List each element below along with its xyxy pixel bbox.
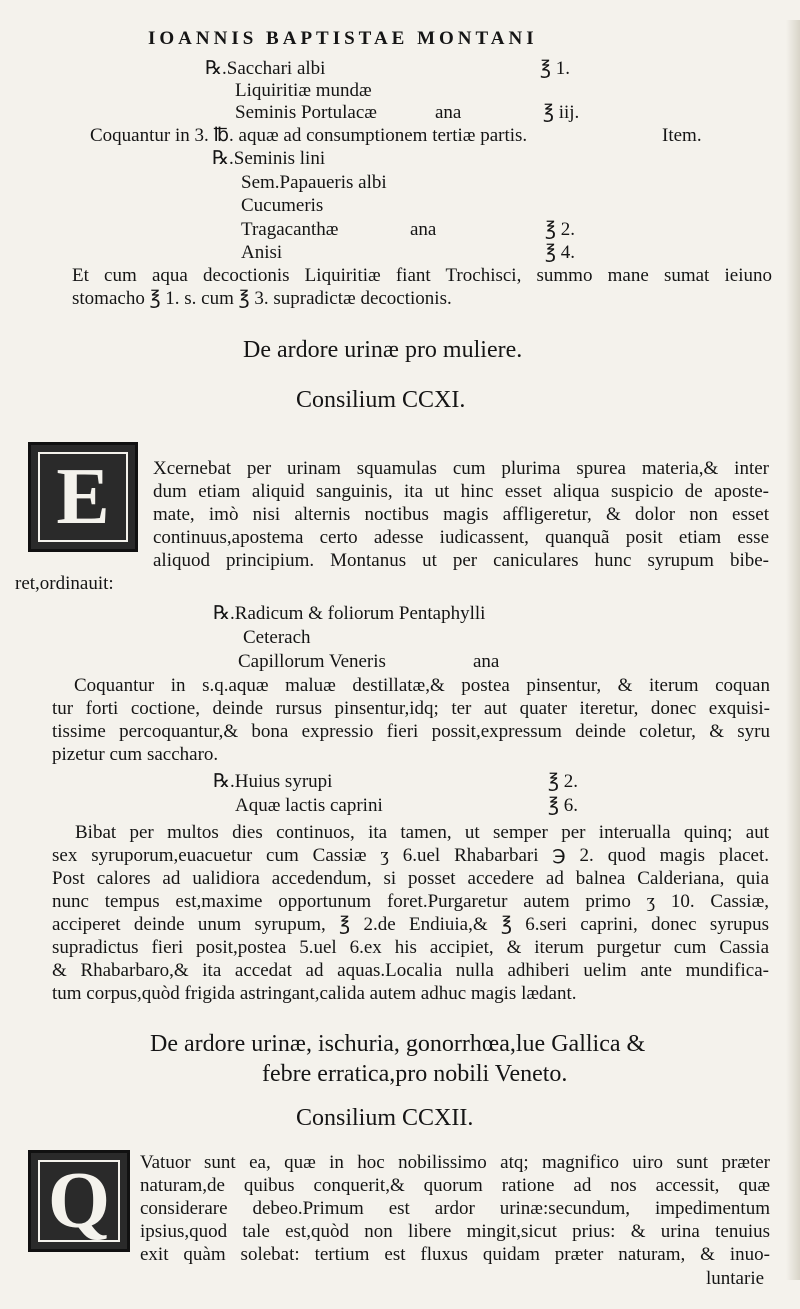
ana-word: ana [473, 651, 500, 672]
recipe-line: Sem.Papaueris albi [241, 172, 387, 193]
paragraph-line: acciperet deinde unum syrupum, ℥ 2.de Endiuia,& ℥ 6.seri caprini, donec syrupus [52, 914, 769, 935]
catchword: luntarie [706, 1268, 765, 1289]
section-title: febre erratica,pro nobili Veneto. [262, 1061, 568, 1087]
initial-letter: Q [47, 1156, 111, 1245]
recipe-line: Seminis Portulacæ [235, 102, 377, 123]
ana-word: ana [435, 102, 462, 123]
recipe-line: ℞.Seminis lini [212, 148, 326, 169]
paragraph-line: Vatuor sunt ea, quæ in hoc nobilissimo atq; magnifico uiro sunt præter [140, 1152, 770, 1173]
recipe-line: ℞.Huius syrupi [213, 771, 333, 792]
paragraph-line: ret,ordinauit: [15, 573, 114, 594]
paragraph-line: dum etiam aliquid sanguinis, ita ut hinc esset aliqua suspicio de aposte- [153, 481, 769, 502]
recipe-line: Ceterach [243, 627, 311, 648]
decorated-initial-q [28, 1150, 130, 1252]
initial-letter: E [56, 452, 110, 541]
instruction-line: tur forti coctione, deinde rursus pinsentur,idq; ter aut quater iteretur, donec exquisi- [52, 698, 770, 719]
ana-word: ana [410, 219, 437, 240]
dose: ℥ 6. [548, 795, 578, 816]
consilium-heading: Consilium CCXII. [296, 1105, 474, 1131]
paragraph-line: Bibat per multos dies continuos, ita tamen, ut semper per interualla quinq; aut [75, 822, 769, 843]
paragraph-line: nunc tempus est,maxime opportunum foret.Purgaretur autem primo ʒ 10. Cassiæ, [52, 891, 769, 912]
instruction-line: pizetur cum saccharo. [52, 744, 219, 765]
instruction-line: stomacho ℥ 1. s. cum ℥ 3. supradictæ decoctionis. [72, 288, 452, 309]
dose: ℥ 2. [548, 771, 578, 792]
paragraph-line: tum corpus,quòd frigida astringant,calida autem adhuc magis lædant. [52, 983, 577, 1004]
paragraph-line: sex syruporum,euacuetur cum Cassiæ ʒ 6.uel Rhabarbari ℈ 2. quod magis placet. [52, 845, 769, 866]
recipe-line: ℞.Radicum & foliorum Pentaphylli [213, 603, 486, 624]
dose: ℥ 2. [545, 219, 575, 240]
dose: ℥ 4. [545, 242, 575, 263]
instruction-line: Et cum aqua decoctionis Liquiritiæ fiant Trochisci, summo mane sumat ieiuno [72, 265, 772, 286]
section-title: De ardore urinæ pro muliere. [243, 337, 523, 363]
dose: ℥ 1. [540, 58, 570, 79]
paragraph-line: mate, imò nisi alternis noctibus magis affligeretur, & dolor non esset [153, 504, 769, 525]
recipe-line: Capillorum Veneris [238, 651, 386, 672]
paragraph-line: & Rhabarbaro,& ita accedat ad aquas.Localia nulla adhiberi uelim ante mundifica- [52, 960, 769, 981]
paragraph-line: ipsius,quod tale est,quòd non libere mingit,sicut prius: & urina tenuius [140, 1221, 770, 1242]
paragraph-line: supradictus fieri posit,postea 5.uel 6.ex his accipiet, & iterum purgetur cum Cassia [52, 937, 769, 958]
item-word: Item. [662, 125, 702, 146]
recipe-line: Aquæ lactis caprini [235, 795, 383, 816]
section-title: De ardore urinæ, ischuria, gonorrhœa,lue Gallica & [150, 1031, 646, 1057]
paragraph-line: naturam,de quibus conquerit,& quorum ratione ad nos accessit, quæ [140, 1175, 770, 1196]
paragraph-line: Xcernebat per urinam squamulas cum plurima spurea materia,& inter [153, 458, 769, 479]
recipe-line: Cucumeris [241, 195, 324, 216]
paragraph-line: aliquod principium. Montanus ut per caniculares hunc syrupum bibe- [153, 550, 769, 571]
instruction-line: Coquantur in s.q.aquæ maluæ destillatæ,& postea pinsentur, & iterum coquan [74, 675, 770, 696]
paragraph-line: Post calores ad ualidiora accedendum, si posset accedere ad balnea Calderiana, quia [52, 868, 769, 889]
dose: ℥ iij. [543, 102, 580, 123]
decorated-initial-e [28, 442, 138, 552]
paragraph-line: considerare debeo.Primum est ardor urinæ:secundum, impedimentum [140, 1198, 770, 1219]
paragraph-line: continuus,apostema certo adesse iudicassent, quanquã posit etiam esse [153, 527, 769, 548]
recipe-line: ℞.Sacchari albi [205, 58, 326, 79]
consilium-heading: Consilium CCXI. [296, 387, 466, 413]
instruction-line: Coquantur in 3. ℔. aquæ ad consumptionem tertiæ partis. [90, 125, 528, 146]
paragraph-line: exit quàm solebat: tertium est fluxus quidam præter naturam, & inuo- [140, 1244, 770, 1265]
running-head: IOANNIS BAPTISTAE MONTANI [148, 28, 538, 49]
recipe-line: Tragacanthæ [241, 219, 339, 240]
recipe-line: Liquiritiæ mundæ [235, 80, 372, 101]
instruction-line: tissime percoquantur,& bona expressio fieri possit,expressum deinde coletur, & syru [52, 721, 770, 742]
recipe-line: Anisi [241, 242, 283, 263]
page-edge-shadow [786, 20, 800, 1280]
